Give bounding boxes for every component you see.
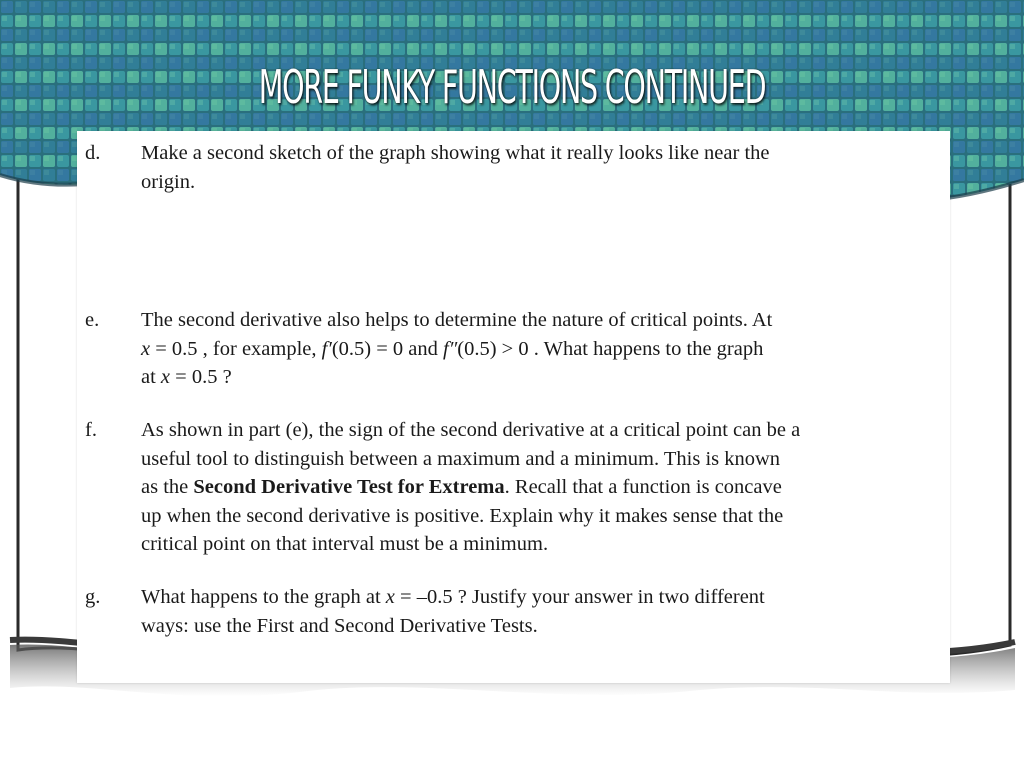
item-line: The second derivative also helps to determine the nature of critical points. At <box>141 309 773 331</box>
math-text: (0.5) > 0 . What happens to the graph <box>457 337 764 360</box>
text-run: as the <box>141 476 194 498</box>
item-line: ways: use the First and Second Derivative Tests. <box>141 614 538 637</box>
item-text <box>141 583 941 640</box>
worksheet-panel <box>77 131 950 683</box>
bold-term: Second Derivative Test for Extrema <box>193 476 505 498</box>
item-text <box>141 306 941 392</box>
item-line <box>141 363 941 392</box>
text-run: What happens to the graph at <box>141 586 386 608</box>
math-text: = 0.5 ? <box>170 366 232 388</box>
math-f-prime: f′ <box>321 337 332 360</box>
item-line: useful tool to distinguish between a maximum and a minimum. This is known <box>141 447 781 470</box>
item-letter: d. <box>85 142 101 164</box>
math-text: = –0.5 ? Justify your answer in two different <box>394 586 765 608</box>
text-run: . Recall that a function is concave <box>504 476 782 498</box>
item-text <box>141 416 941 559</box>
math-x: x <box>160 366 171 388</box>
item-line <box>141 583 941 612</box>
item-line: As shown in part (e), the sign of the second derivative at a critical point can be a <box>141 419 801 441</box>
slide-title: MORE FUNKY FUNCTIONS CONTINUED <box>258 60 766 114</box>
math-x: x <box>141 337 151 360</box>
item-line: up when the second derivative is positive. Explain why it makes sense that the <box>141 504 784 527</box>
math-x: x <box>385 586 395 608</box>
item-letter: g. <box>85 586 101 608</box>
item-line: critical point on that interval must be a minimum. <box>141 533 549 555</box>
item-line <box>141 335 941 364</box>
math-f-double-prime: f″ <box>443 337 458 360</box>
math-text: = 0.5 , for example, <box>150 337 322 360</box>
text-run: at <box>141 366 161 388</box>
item-text <box>141 139 941 196</box>
item-line: origin. <box>141 170 196 193</box>
item-letter: e. <box>85 309 100 331</box>
item-line: Make a second sketch of the graph showing what it really looks like near the <box>141 142 770 164</box>
item-letter: f. <box>85 419 97 441</box>
item-line <box>141 473 941 502</box>
math-text: (0.5) = 0 and <box>331 337 444 360</box>
